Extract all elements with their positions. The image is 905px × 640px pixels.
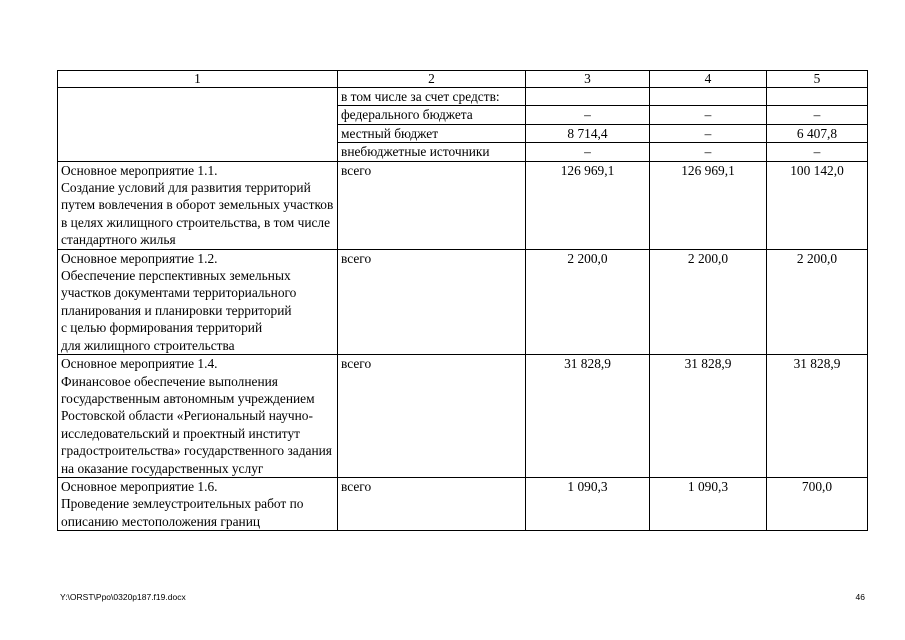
measure-value-c5: 31 828,9 <box>767 355 868 478</box>
measure-value-c5: 700,0 <box>767 477 868 530</box>
measure-value-c3: 1 090,3 <box>526 477 650 530</box>
measure-value-c3: 126 969,1 <box>526 161 650 249</box>
header-row <box>58 71 868 88</box>
funding-value-c4: – <box>650 124 767 142</box>
measure-value-c5: 100 142,0 <box>767 161 868 249</box>
funding-value-c5: – <box>767 143 868 161</box>
measure-description: Основное мероприятие 1.2. Обеспечение перспективных земельных участков документами территориального планирования и планировки территорий с целью формирования территорий для жилищного строительства <box>58 249 338 354</box>
measure-row-1-4 <box>58 355 868 478</box>
funding-intro-c5 <box>767 88 868 106</box>
column-header-1: 1 <box>58 71 338 88</box>
funding-intro-row <box>58 88 868 106</box>
funding-value-c3: – <box>526 143 650 161</box>
column-header-4: 4 <box>650 71 767 88</box>
measure-type: всего <box>338 161 526 249</box>
funding-label: федерального бюджета <box>338 106 526 124</box>
funding-label: внебюджетные источники <box>338 143 526 161</box>
measure-type: всего <box>338 249 526 354</box>
funding-intro-c4 <box>650 88 767 106</box>
column-header-2: 2 <box>338 71 526 88</box>
footer-page-number: 46 <box>855 592 865 602</box>
measure-row-1-2 <box>58 249 868 354</box>
funding-value-c3: 8 714,4 <box>526 124 650 142</box>
funding-intro-label: в том числе за счет средств: <box>338 88 526 106</box>
footer-file-path: Y:\ORST\Ppo\0320p187.f19.docx <box>60 592 186 602</box>
funding-value-c5: – <box>767 106 868 124</box>
measure-type: всего <box>338 355 526 478</box>
funding-value-c4: – <box>650 106 767 124</box>
funding-label: местный бюджет <box>338 124 526 142</box>
column-header-3: 3 <box>526 71 650 88</box>
measure-value-c3: 2 200,0 <box>526 249 650 354</box>
measure-value-c4: 1 090,3 <box>650 477 767 530</box>
measure-value-c4: 31 828,9 <box>650 355 767 478</box>
funding-value-c3: – <box>526 106 650 124</box>
measure-value-c3: 31 828,9 <box>526 355 650 478</box>
measure-value-c5: 2 200,0 <box>767 249 868 354</box>
measure-row-1-6 <box>58 477 868 530</box>
measure-value-c4: 126 969,1 <box>650 161 767 249</box>
measure-type: всего <box>338 477 526 530</box>
measure-description: Основное мероприятие 1.6. Проведение землеустроительных работ по описанию местоположения границ <box>58 477 338 530</box>
funding-intro-c3 <box>526 88 650 106</box>
measure-value-c4: 2 200,0 <box>650 249 767 354</box>
measure-row-1-1 <box>58 161 868 249</box>
funding-value-c4: – <box>650 143 767 161</box>
budget-table <box>57 70 868 531</box>
funding-value-c5: 6 407,8 <box>767 124 868 142</box>
column-header-5: 5 <box>767 71 868 88</box>
measure-description: Основное мероприятие 1.1. Создание условий для развития территорий путем вовлечения в оборот земельных участков в целях жилищного строительства, в том числе стандартного жилья <box>58 161 338 249</box>
measure-description: Основное мероприятие 1.4. Финансовое обеспечение выполнения государственным автономным учреждением Ростовской области «Региональный научно-исследовательский и проектный институт градостроительства» государственного задания на оказание государственных услуг <box>58 355 338 478</box>
funding-empty-cell <box>58 88 338 162</box>
